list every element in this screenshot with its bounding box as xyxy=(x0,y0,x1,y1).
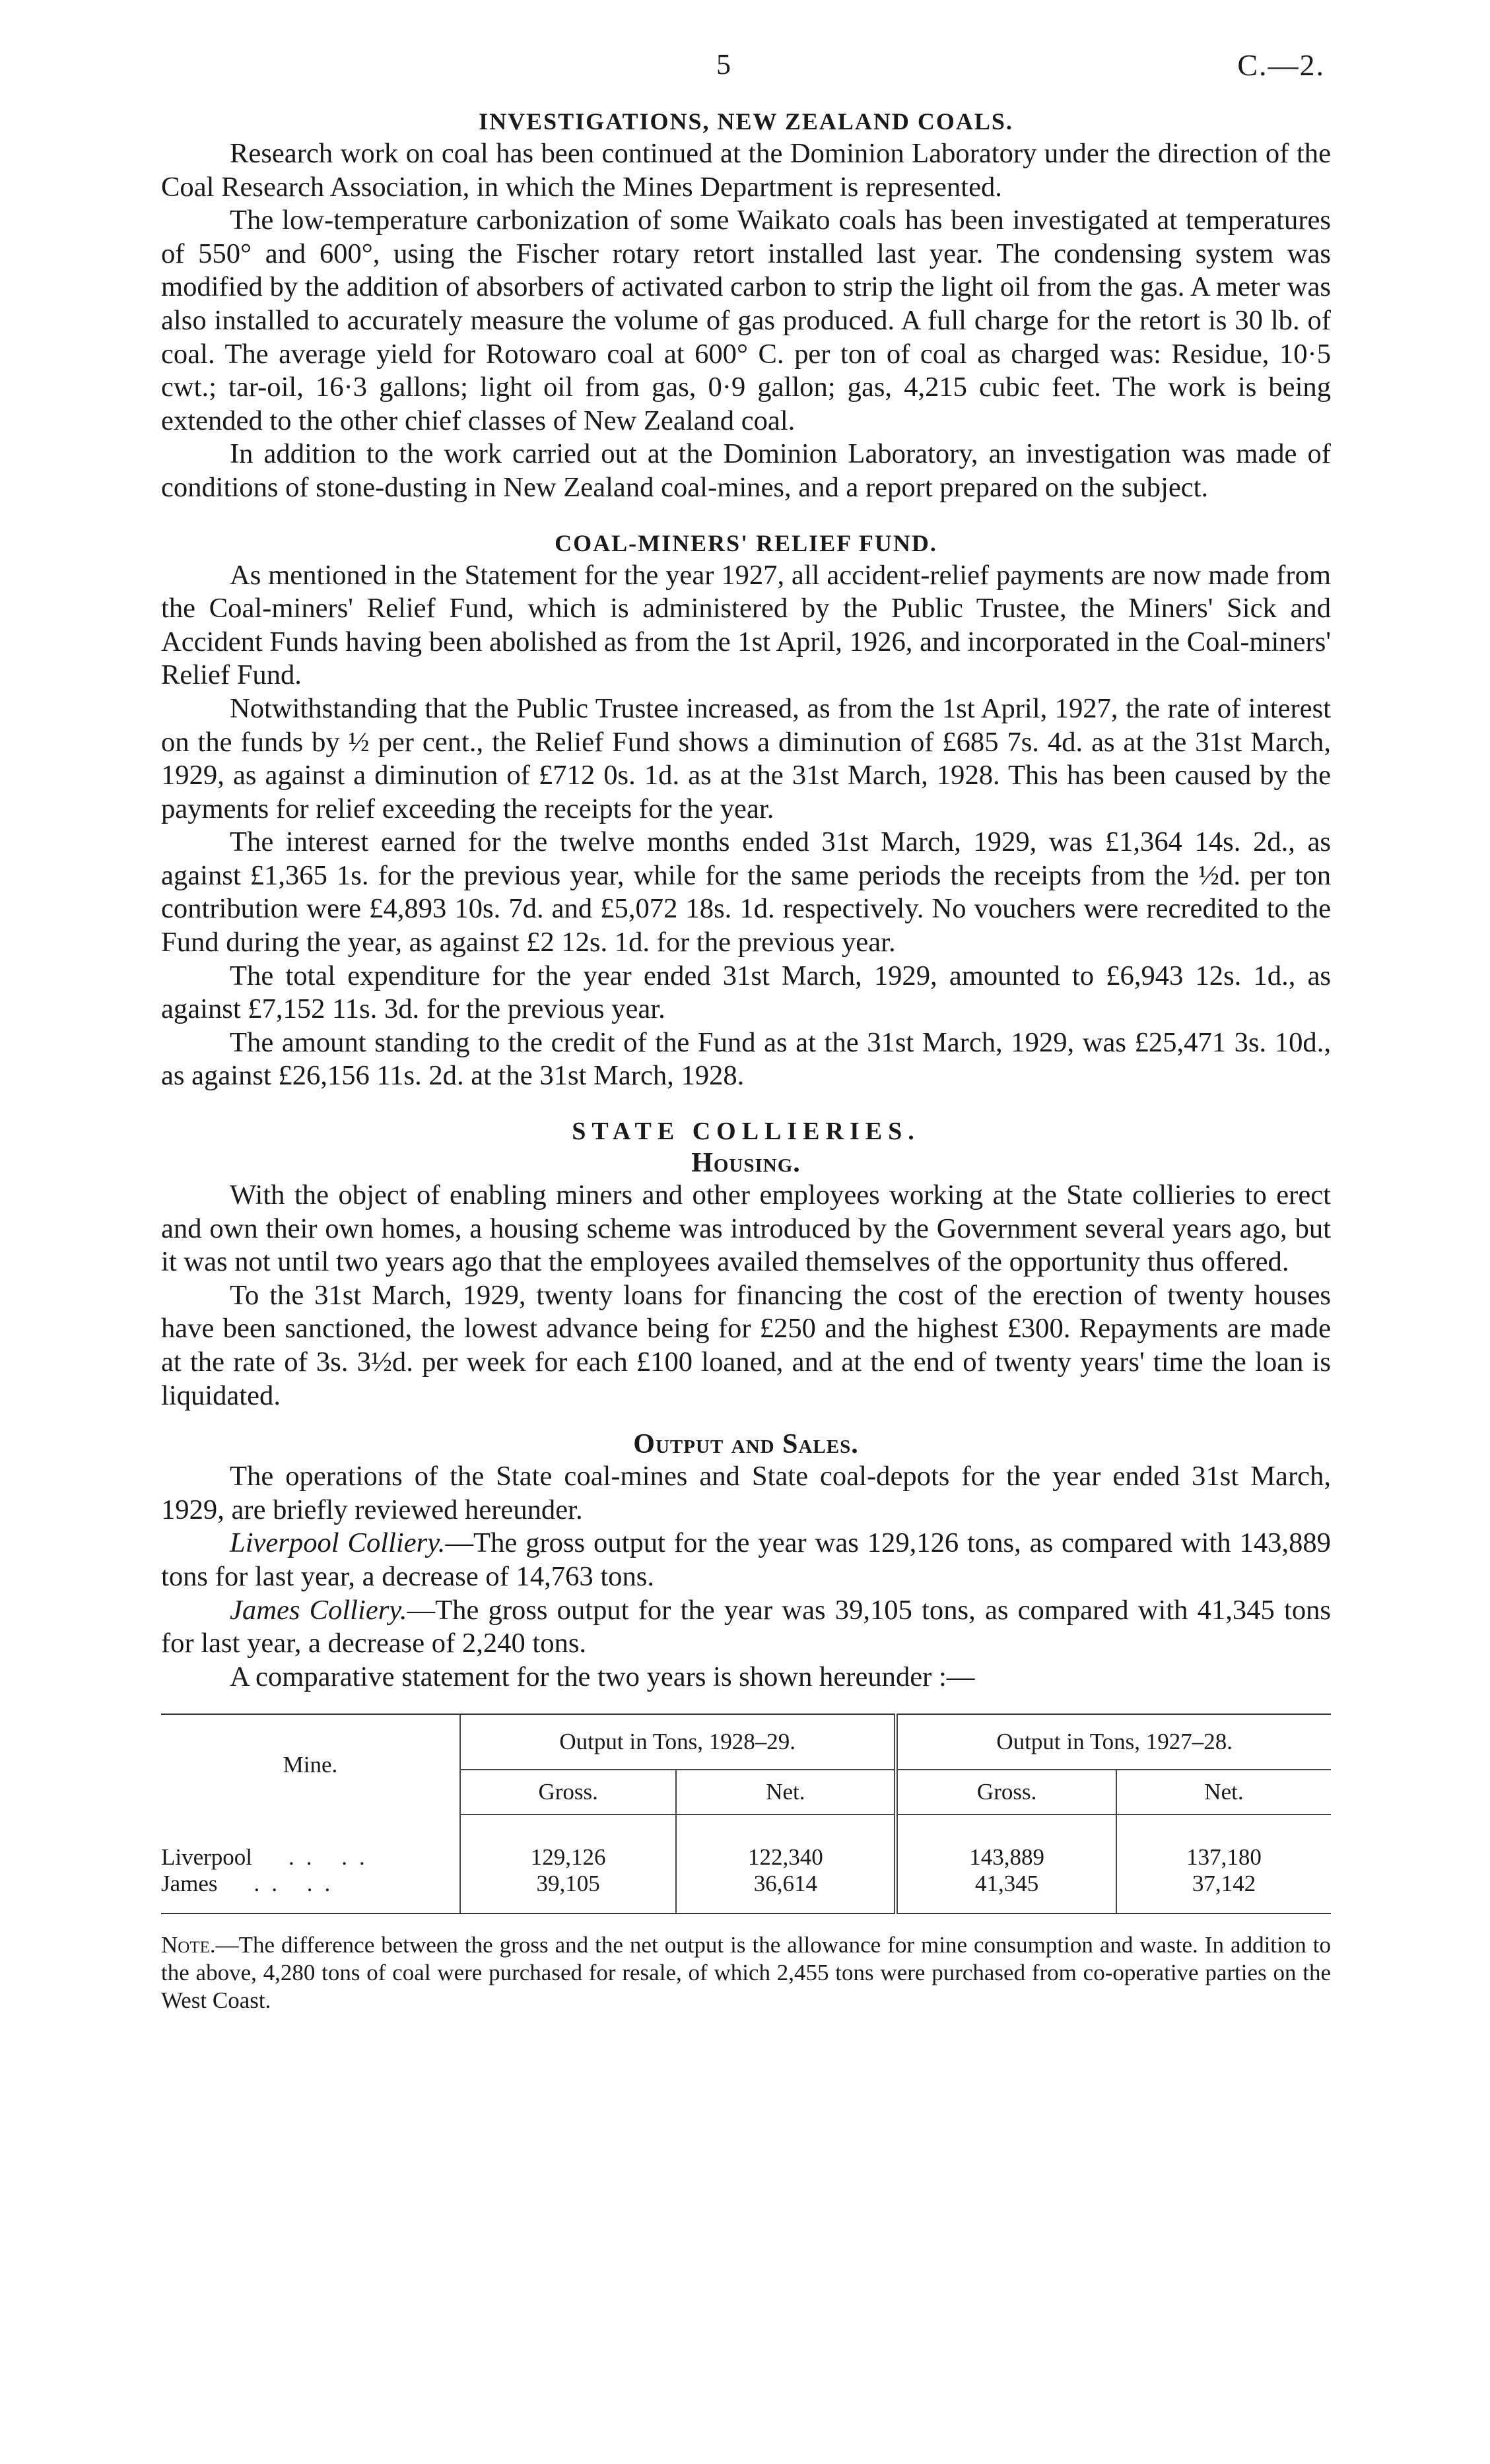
liverpool-title: Liverpool Colliery. xyxy=(230,1527,446,1559)
net-1929-cell: 122,340 xyxy=(747,1844,823,1871)
net-1928-cell: 137,180 xyxy=(1186,1844,1262,1871)
paragraph: Research work on coal has been continued at the Dominion Laboratory under the direction of the Coal Research Association, in which the Mines Department is represented. xyxy=(161,138,1331,203)
document-reference: C.—2. xyxy=(1237,48,1325,82)
paragraph-liverpool xyxy=(161,1527,1331,1593)
net-1928-cell: 37,142 xyxy=(1116,1871,1331,1914)
col-header-gross: Gross. xyxy=(460,1770,676,1815)
heading-investigations: INVESTIGATIONS, NEW ZEALAND COALS. xyxy=(479,108,1013,135)
gross-1929-cell: 39,105 xyxy=(460,1871,676,1914)
col-header-gross: Gross. xyxy=(896,1770,1116,1815)
output-table xyxy=(161,1714,1331,1914)
net-1929-cell: 36,614 xyxy=(676,1871,896,1914)
paragraph: In addition to the work carried out at the Dominion Laboratory, an investigation was made of conditions of stone-dusting in New Zealand coal-mines, and a report prepared on the subject. xyxy=(161,438,1331,503)
note-label: Note. xyxy=(161,1932,216,1958)
james-text: —The gross output for the year was 39,105 tons, as compared with 41,345 tons for last year, a decrease of 2,240 tons. xyxy=(161,1594,1332,1659)
gross-1928-cell: 143,889 xyxy=(896,1815,1116,1871)
note-text: —The difference between the gross and the net output is the allowance for mine consumption and waste. In addition to the above, 4,280 tons of coal were purchased for resale, of which 2,455 tons were purchased from co-operative parties on the West Coast. xyxy=(161,1932,1331,2014)
dot-leader: .. .. xyxy=(288,1844,377,1870)
page-number: 5 xyxy=(716,48,731,81)
mine-name: James xyxy=(161,1871,218,1897)
james-title: James Colliery. xyxy=(230,1594,407,1626)
mine-cell xyxy=(161,1815,460,1871)
page-header xyxy=(0,48,1490,87)
heading-relief-fund: COAL-MINERS' RELIEF FUND. xyxy=(555,529,937,556)
col-header-mine: Mine. xyxy=(161,1714,460,1815)
paragraph: As mentioned in the Statement for the year 1927, all accident-relief payments are now made from the Coal-miners' Relief Fund, which is administered by the Public Trustee, the Miners' Sick and Accident Funds having been abolished as from the 1st April, 1926, and incorporated in the Coal-miners' Relief Fund. xyxy=(161,559,1331,691)
col-group-1928-29: Output in Tons, 1928–29. xyxy=(460,1714,896,1770)
col-header-net: Net. xyxy=(676,1770,896,1815)
dot-leader: .. .. xyxy=(254,1871,343,1897)
paragraph: Notwithstanding that the Public Trustee increased, as from the 1st April, 1927, the rate of interest on the funds by ½ per cent., the Relief Fund shows a diminution of £685 7s. 4d. as at the 31st March, 1929, as against a diminution of £712 0s. 1d. as at the 31st March, 1928. This has been caused by the payments for relief exceeding the receipts for the year. xyxy=(161,692,1331,824)
paragraph: The operations of the State coal-mines and State coal-depots for the year ended 31st March, 1929, are briefly reviewed hereunder. xyxy=(161,1461,1331,1525)
paragraph: The amount standing to the credit of the Fund as at the 31st March, 1929, was £25,471 3s. 10d., as against £26,156 11s. 2d. at the 31st March, 1928. xyxy=(161,1026,1331,1092)
table-row xyxy=(161,1815,1331,1871)
paragraph: With the object of enabling miners and other employees working at the State collieries to erect and own their own homes, a housing scheme was introduced by the Government several years ago, but it was not until two years ago that the employees availed themselves of the opportunity thus offered. xyxy=(161,1180,1331,1278)
paragraph: To the 31st March, 1929, twenty loans for financing the cost of the erection of twenty houses have been sanctioned, the lowest advance being for £250 and the highest £300. Repayments are made at the rate of 3s. 3½d. per week for each £100 loaned, and at the end of twenty years' time the loan is liquidated. xyxy=(161,1279,1331,1411)
paragraph: The low-temperature carbonization of some Waikato coals has been investigated at temperatures of 550° and 600°, using the Fischer rotary retort installed last year. The condensing system was modified by the addition of absorbers of activated carbon to strip the light oil from the gas. A meter was also installed to accurately measure the volume of gas produced. A full charge for the retort is 30 lb. of coal. The average yield for Rotowaro coal at 600° C. per ton of coal as charged was: Residue, 10·5 cwt.; tar-oil, 16·3 gallons; light oil from gas, 0·9 gallon; gas, 4,215 cubic feet. The work is being extended to the other chief classes of New Zealand coal. xyxy=(161,205,1331,436)
paragraph-james xyxy=(161,1594,1331,1661)
page-body xyxy=(161,106,1331,2014)
col-group-1927-28: Output in Tons, 1927–28. xyxy=(896,1714,1331,1770)
heading-housing: Housing. xyxy=(691,1148,801,1179)
liverpool-text: —The gross output for the year was 129,126 tons, as compared with 143,889 tons for last year, a decrease of 14,763 tons. xyxy=(161,1527,1331,1592)
paragraph: The interest earned for the twelve months ended 31st March, 1929, was £1,364 14s. 2d., as against £1,365 1s. for the previous year, while for the same periods the receipts from the ½d. per ton contribution were £4,893 10s. 7d. and £5,072 18s. 1d. respectively. No vouchers were recredited to the Fund during the year, as against £2 12s. 1d. for the previous year. xyxy=(161,826,1331,958)
paragraph: The total expenditure for the year ended 31st March, 1929, amounted to £6,943 12s. 1d., as against £7,152 11s. 3d. for the previous year. xyxy=(161,960,1331,1025)
table-note xyxy=(161,1931,1331,2014)
mine-cell xyxy=(161,1871,460,1914)
heading-state-collieries: STATE COLLIERIES. xyxy=(572,1117,920,1146)
heading-output-sales: Output and Sales. xyxy=(633,1429,859,1460)
paragraph: A comparative statement for the two years is shown hereunder :— xyxy=(230,1661,975,1692)
gross-1928-cell: 41,345 xyxy=(896,1871,1116,1914)
mine-name: Liverpool xyxy=(161,1844,253,1870)
gross-1929-cell: 129,126 xyxy=(460,1815,676,1871)
table-row xyxy=(161,1871,1331,1914)
col-header-net: Net. xyxy=(1116,1770,1331,1815)
